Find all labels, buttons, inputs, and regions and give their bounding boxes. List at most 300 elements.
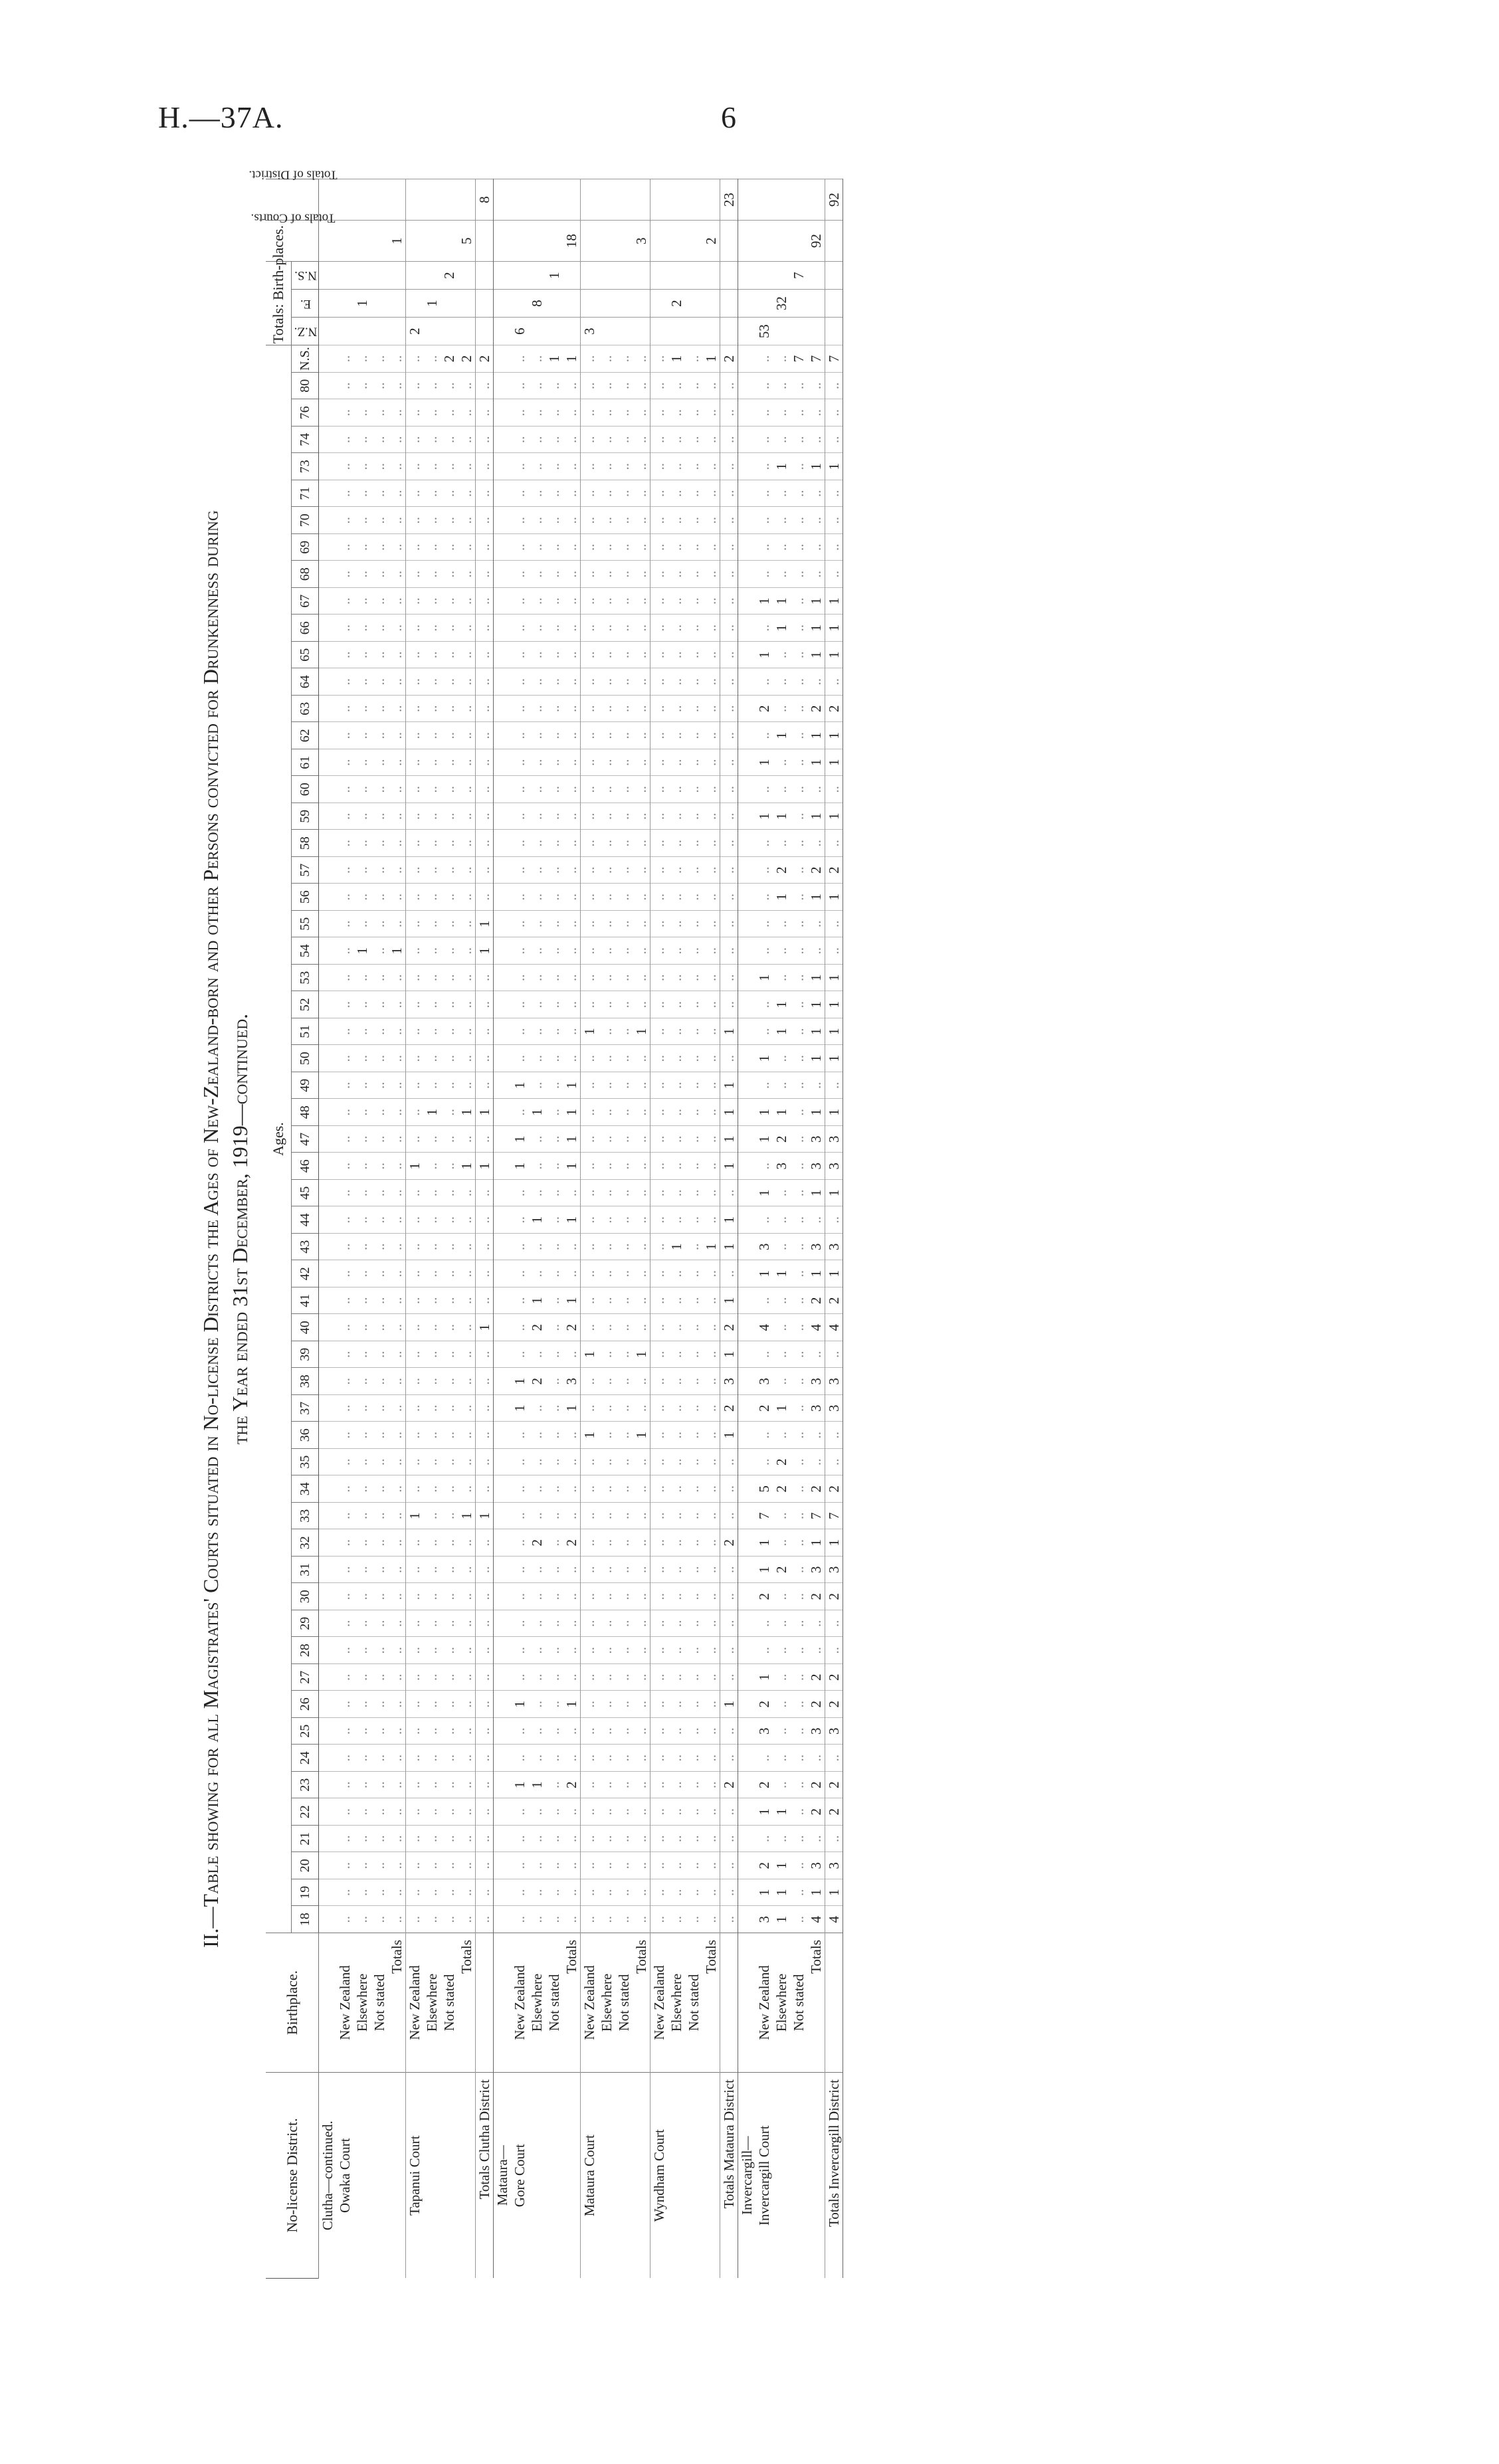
age-cell: .. bbox=[563, 507, 581, 534]
age-cell: .. bbox=[336, 1772, 353, 1799]
age-cell bbox=[319, 534, 337, 561]
age-cell: .. bbox=[668, 1341, 685, 1369]
age-cell: .. bbox=[633, 1475, 650, 1503]
age-cell: .. bbox=[563, 399, 581, 426]
age-cell: .. bbox=[511, 1234, 528, 1261]
row-district bbox=[353, 2073, 371, 2279]
table-row bbox=[615, 179, 633, 2279]
age-cell bbox=[738, 373, 756, 400]
age-cell: 2 bbox=[825, 1664, 843, 1691]
age-cell: .. bbox=[825, 1422, 843, 1449]
total-cell-td bbox=[388, 179, 406, 221]
age-cell: .. bbox=[825, 1341, 843, 1369]
age-cell: .. bbox=[388, 1637, 406, 1664]
age-cell: .. bbox=[441, 722, 458, 749]
age-cell: .. bbox=[650, 911, 668, 938]
age-cell: .. bbox=[668, 1664, 685, 1691]
age-cell: 1 bbox=[720, 1422, 738, 1449]
age-cell: .. bbox=[790, 561, 807, 588]
age-cell: .. bbox=[441, 373, 458, 400]
age-cell: .. bbox=[476, 991, 494, 1018]
age-cell: .. bbox=[336, 642, 353, 669]
age-cell: .. bbox=[388, 1557, 406, 1584]
age-cell: .. bbox=[685, 615, 702, 642]
age-cell: .. bbox=[458, 1691, 476, 1718]
age-cell: .. bbox=[563, 1422, 581, 1449]
age-cell: .. bbox=[633, 776, 650, 803]
age-cell: .. bbox=[476, 1341, 494, 1369]
age-cell: .. bbox=[441, 1045, 458, 1072]
age-cell: .. bbox=[825, 1610, 843, 1638]
total-cell-nz bbox=[353, 318, 371, 345]
age-cell: .. bbox=[807, 830, 825, 857]
age-cell: .. bbox=[702, 911, 720, 938]
age-cell bbox=[319, 884, 337, 911]
age-cell: .. bbox=[633, 991, 650, 1018]
row-birthplace: New Zealand bbox=[650, 1933, 668, 2073]
age-cell: .. bbox=[371, 1287, 388, 1315]
age-cell: .. bbox=[388, 1287, 406, 1315]
age-cell: .. bbox=[702, 1449, 720, 1476]
age-header-56: 56 bbox=[292, 884, 319, 911]
total-cell-e bbox=[511, 290, 528, 318]
age-cell: .. bbox=[790, 830, 807, 857]
age-header-74: 74 bbox=[292, 426, 319, 454]
age-cell: .. bbox=[563, 696, 581, 723]
age-cell: .. bbox=[336, 426, 353, 454]
age-cell bbox=[319, 1045, 337, 1072]
total-cell-e bbox=[633, 290, 650, 318]
age-cell: .. bbox=[441, 1691, 458, 1718]
age-cell: .. bbox=[546, 1610, 563, 1638]
age-cell: .. bbox=[388, 1664, 406, 1691]
age-cell: .. bbox=[511, 1583, 528, 1610]
age-cell: .. bbox=[598, 668, 615, 696]
age-cell: .. bbox=[528, 1475, 546, 1503]
age-cell: .. bbox=[720, 749, 738, 777]
age-cell: .. bbox=[371, 696, 388, 723]
age-cell: .. bbox=[668, 1395, 685, 1422]
age-cell: .. bbox=[388, 507, 406, 534]
age-cell: .. bbox=[423, 426, 441, 454]
age-cell bbox=[319, 1906, 337, 1933]
age-cell bbox=[494, 668, 512, 696]
age-cell: .. bbox=[598, 1610, 615, 1638]
age-cell: .. bbox=[668, 534, 685, 561]
age-cell: .. bbox=[650, 1745, 668, 1772]
age-cell: .. bbox=[406, 1180, 424, 1207]
age-cell: .. bbox=[615, 1234, 633, 1261]
age-cell: .. bbox=[685, 1287, 702, 1315]
table-row bbox=[353, 179, 371, 2279]
total-cell-td bbox=[755, 179, 773, 221]
age-header-29: 29 bbox=[292, 1610, 319, 1638]
age-cell: .. bbox=[388, 749, 406, 777]
age-cell: .. bbox=[441, 1153, 458, 1180]
age-cell: .. bbox=[650, 1826, 668, 1853]
age-cell: .. bbox=[650, 1879, 668, 1907]
age-cell: .. bbox=[336, 884, 353, 911]
age-cell: .. bbox=[458, 991, 476, 1018]
age-cell: .. bbox=[773, 1826, 790, 1853]
age-cell: 3 bbox=[755, 1906, 773, 1933]
age-header-31: 31 bbox=[292, 1557, 319, 1584]
age-cell: .. bbox=[755, 507, 773, 534]
age-cell: .. bbox=[598, 1826, 615, 1853]
header-district: No-license District. bbox=[266, 2073, 319, 2279]
age-cell: .. bbox=[546, 1637, 563, 1664]
age-cell: .. bbox=[702, 696, 720, 723]
table-row bbox=[371, 179, 388, 2279]
age-cell: .. bbox=[615, 1422, 633, 1449]
age-cell: 1 bbox=[825, 1099, 843, 1126]
age-cell: .. bbox=[773, 642, 790, 669]
age-cell: .. bbox=[388, 1852, 406, 1879]
age-cell: .. bbox=[668, 668, 685, 696]
age-cell bbox=[319, 1449, 337, 1476]
age-header-68: 68 bbox=[292, 561, 319, 588]
age-header-37: 37 bbox=[292, 1395, 319, 1422]
age-cell: .. bbox=[388, 1610, 406, 1638]
age-header-30: 30 bbox=[292, 1583, 319, 1610]
table-row bbox=[738, 179, 756, 2279]
age-cell: .. bbox=[406, 1637, 424, 1664]
age-cell: .. bbox=[633, 1287, 650, 1315]
age-cell: .. bbox=[441, 453, 458, 480]
row-district bbox=[615, 2073, 633, 2279]
age-cell: .. bbox=[406, 1718, 424, 1745]
age-cell bbox=[738, 1045, 756, 1072]
age-cell: .. bbox=[353, 507, 371, 534]
age-cell bbox=[494, 1314, 512, 1341]
age-cell: 2 bbox=[773, 1557, 790, 1584]
age-cell: .. bbox=[633, 1906, 650, 1933]
age-cell: .. bbox=[685, 937, 702, 965]
age-cell: .. bbox=[476, 1610, 494, 1638]
age-cell: .. bbox=[615, 534, 633, 561]
age-cell: .. bbox=[476, 1395, 494, 1422]
age-cell: .. bbox=[476, 776, 494, 803]
age-cell: .. bbox=[476, 696, 494, 723]
age-cell: .. bbox=[388, 830, 406, 857]
age-cell: .. bbox=[388, 453, 406, 480]
age-cell: .. bbox=[528, 373, 546, 400]
total-cell-tc: 3 bbox=[633, 221, 650, 262]
age-cell: .. bbox=[790, 696, 807, 723]
age-cell: .. bbox=[720, 534, 738, 561]
age-cell: .. bbox=[650, 399, 668, 426]
age-cell bbox=[494, 1798, 512, 1826]
age-cell: .. bbox=[528, 749, 546, 777]
age-cell: 2 bbox=[441, 345, 458, 373]
age-cell: .. bbox=[720, 1045, 738, 1072]
total-cell-ns: 7 bbox=[790, 262, 807, 290]
age-cell: .. bbox=[633, 1691, 650, 1718]
total-cell-e: 2 bbox=[668, 290, 685, 318]
age-cell: .. bbox=[790, 1475, 807, 1503]
age-cell: .. bbox=[581, 830, 599, 857]
age-cell: .. bbox=[511, 1018, 528, 1046]
age-cell: .. bbox=[720, 1826, 738, 1853]
age-cell: .. bbox=[336, 1422, 353, 1449]
age-cell: .. bbox=[668, 1852, 685, 1879]
age-cell: .. bbox=[528, 1691, 546, 1718]
age-header-65: 65 bbox=[292, 642, 319, 669]
age-cell: 1 bbox=[581, 1422, 599, 1449]
age-cell: .. bbox=[581, 857, 599, 884]
age-cell: .. bbox=[546, 1206, 563, 1234]
age-cell bbox=[319, 1126, 337, 1153]
age-cell: .. bbox=[458, 1449, 476, 1476]
age-cell: .. bbox=[546, 1691, 563, 1718]
age-cell bbox=[738, 399, 756, 426]
total-cell-tc bbox=[476, 221, 494, 262]
age-cell: .. bbox=[423, 1772, 441, 1799]
table-row bbox=[336, 179, 353, 2279]
age-cell: 3 bbox=[825, 1852, 843, 1879]
age-cell bbox=[738, 803, 756, 830]
age-cell: .. bbox=[668, 991, 685, 1018]
age-cell bbox=[738, 642, 756, 669]
age-header-28: 28 bbox=[292, 1637, 319, 1664]
age-cell: .. bbox=[720, 1475, 738, 1503]
age-cell: .. bbox=[773, 1314, 790, 1341]
age-cell: .. bbox=[598, 373, 615, 400]
age-cell: 3 bbox=[825, 1126, 843, 1153]
age-cell: .. bbox=[720, 1260, 738, 1287]
age-header-25: 25 bbox=[292, 1718, 319, 1745]
age-cell: .. bbox=[458, 749, 476, 777]
age-cell: .. bbox=[353, 1314, 371, 1341]
total-cell-nz bbox=[598, 318, 615, 345]
age-cell: .. bbox=[476, 1180, 494, 1207]
age-cell: .. bbox=[563, 1637, 581, 1664]
row-birthplace: Not stated bbox=[685, 1933, 702, 2073]
age-header-19: 19 bbox=[292, 1879, 319, 1907]
age-cell bbox=[738, 615, 756, 642]
age-cell: .. bbox=[773, 1287, 790, 1315]
age-cell: .. bbox=[388, 1718, 406, 1745]
age-cell: .. bbox=[685, 1718, 702, 1745]
age-cell: 1 bbox=[702, 1234, 720, 1261]
total-cell-td bbox=[598, 179, 615, 221]
age-cell: .. bbox=[546, 399, 563, 426]
age-cell: .. bbox=[511, 1503, 528, 1530]
age-cell: 1 bbox=[755, 588, 773, 615]
age-cell: .. bbox=[458, 857, 476, 884]
age-cell: .. bbox=[598, 1395, 615, 1422]
age-cell: .. bbox=[755, 561, 773, 588]
age-cell: .. bbox=[406, 1772, 424, 1799]
age-cell: 1 bbox=[773, 1879, 790, 1907]
age-cell bbox=[494, 373, 512, 400]
age-cell: .. bbox=[825, 830, 843, 857]
age-header-47: 47 bbox=[292, 1126, 319, 1153]
age-cell bbox=[494, 1557, 512, 1584]
header-ages: Ages. bbox=[266, 345, 292, 1933]
age-cell: .. bbox=[388, 1072, 406, 1099]
age-cell: .. bbox=[336, 830, 353, 857]
age-cell: .. bbox=[388, 615, 406, 642]
age-cell: 2 bbox=[720, 1529, 738, 1557]
age-cell: 1 bbox=[528, 1206, 546, 1234]
age-cell: 1 bbox=[807, 615, 825, 642]
age-cell: .. bbox=[441, 991, 458, 1018]
total-cell-tc bbox=[773, 221, 790, 262]
age-cell: .. bbox=[720, 615, 738, 642]
age-cell: .. bbox=[441, 884, 458, 911]
row-birthplace bbox=[476, 1933, 494, 2073]
age-cell: .. bbox=[511, 1798, 528, 1826]
total-cell-ns bbox=[755, 262, 773, 290]
age-cell: 1 bbox=[720, 1126, 738, 1153]
row-district: Tapanui Court bbox=[406, 2073, 424, 2279]
age-cell: .. bbox=[353, 965, 371, 992]
age-cell: .. bbox=[633, 937, 650, 965]
age-cell: .. bbox=[353, 1287, 371, 1315]
age-cell: .. bbox=[668, 1018, 685, 1046]
total-cell-tc bbox=[738, 221, 756, 262]
total-cell-tc bbox=[511, 221, 528, 262]
age-cell: .. bbox=[685, 1260, 702, 1287]
age-cell: .. bbox=[702, 588, 720, 615]
table-row bbox=[581, 179, 599, 2279]
age-cell: .. bbox=[790, 426, 807, 454]
age-cell: .. bbox=[633, 345, 650, 373]
age-cell bbox=[494, 1610, 512, 1638]
age-cell: .. bbox=[825, 399, 843, 426]
total-cell-ns bbox=[720, 262, 738, 290]
age-cell bbox=[738, 453, 756, 480]
age-cell: .. bbox=[598, 561, 615, 588]
age-header-51: 51 bbox=[292, 1018, 319, 1046]
age-cell: .. bbox=[371, 884, 388, 911]
age-cell: .. bbox=[353, 1341, 371, 1369]
age-cell: .. bbox=[353, 722, 371, 749]
age-cell: .. bbox=[423, 803, 441, 830]
age-cell: .. bbox=[581, 1449, 599, 1476]
age-cell: 1 bbox=[773, 1018, 790, 1046]
age-cell: .. bbox=[563, 1475, 581, 1503]
row-district bbox=[441, 2073, 458, 2279]
row-birthplace: Totals bbox=[458, 1933, 476, 2073]
age-cell: 2 bbox=[807, 696, 825, 723]
age-cell: 1 bbox=[702, 345, 720, 373]
age-cell: .. bbox=[720, 642, 738, 669]
age-cell: .. bbox=[406, 857, 424, 884]
age-cell: .. bbox=[423, 991, 441, 1018]
age-cell: .. bbox=[458, 373, 476, 400]
age-cell: .. bbox=[546, 1045, 563, 1072]
age-cell: .. bbox=[773, 1072, 790, 1099]
age-cell: .. bbox=[441, 1260, 458, 1287]
age-cell: .. bbox=[720, 1610, 738, 1638]
age-cell: .. bbox=[650, 642, 668, 669]
age-cell: .. bbox=[615, 1018, 633, 1046]
total-cell-ns: 2 bbox=[441, 262, 458, 290]
total-cell-e: 32 bbox=[773, 290, 790, 318]
age-cell: .. bbox=[598, 991, 615, 1018]
age-cell: 1 bbox=[807, 722, 825, 749]
age-cell: .. bbox=[423, 1691, 441, 1718]
age-cell: .. bbox=[685, 1072, 702, 1099]
age-cell: .. bbox=[598, 1045, 615, 1072]
age-cell: .. bbox=[598, 1664, 615, 1691]
age-cell: .. bbox=[650, 857, 668, 884]
age-cell: .. bbox=[598, 1422, 615, 1449]
total-cell-ns bbox=[598, 262, 615, 290]
age-cell: .. bbox=[755, 668, 773, 696]
age-cell: 2 bbox=[563, 1529, 581, 1557]
age-cell: .. bbox=[528, 965, 546, 992]
total-cell-nz: 2 bbox=[406, 318, 424, 345]
age-cell: .. bbox=[546, 588, 563, 615]
age-cell: .. bbox=[423, 1018, 441, 1046]
age-cell: .. bbox=[511, 749, 528, 777]
total-cell-tc bbox=[668, 221, 685, 262]
total-cell-e bbox=[755, 290, 773, 318]
age-cell: .. bbox=[458, 1798, 476, 1826]
header-e: E. bbox=[292, 290, 319, 318]
age-cell: .. bbox=[702, 1772, 720, 1799]
age-cell: .. bbox=[476, 1449, 494, 1476]
age-cell: .. bbox=[458, 1180, 476, 1207]
total-cell-tc bbox=[720, 221, 738, 262]
total-cell-nz bbox=[494, 318, 512, 345]
age-cell: .. bbox=[546, 1529, 563, 1557]
age-cell: .. bbox=[773, 1637, 790, 1664]
age-cell: .. bbox=[371, 1852, 388, 1879]
age-cell: 2 bbox=[807, 1583, 825, 1610]
age-cell: .. bbox=[581, 1610, 599, 1638]
age-cell: .. bbox=[528, 830, 546, 857]
age-cell bbox=[494, 1045, 512, 1072]
age-cell: .. bbox=[598, 722, 615, 749]
age-cell: .. bbox=[511, 1610, 528, 1638]
age-cell: .. bbox=[423, 1395, 441, 1422]
age-cell: .. bbox=[790, 1395, 807, 1422]
age-cell: .. bbox=[668, 1475, 685, 1503]
age-cell: .. bbox=[441, 749, 458, 777]
age-cell bbox=[494, 399, 512, 426]
age-cell: .. bbox=[406, 1879, 424, 1907]
age-cell: .. bbox=[702, 1691, 720, 1718]
age-cell: .. bbox=[458, 426, 476, 454]
age-cell: .. bbox=[773, 534, 790, 561]
age-cell: 1 bbox=[825, 1018, 843, 1046]
age-cell: .. bbox=[336, 561, 353, 588]
age-cell: .. bbox=[668, 1287, 685, 1315]
age-cell: .. bbox=[546, 965, 563, 992]
total-cell-tc bbox=[650, 221, 668, 262]
age-cell: .. bbox=[528, 1637, 546, 1664]
age-cell: .. bbox=[650, 1260, 668, 1287]
age-cell bbox=[738, 1422, 756, 1449]
age-cell: .. bbox=[476, 668, 494, 696]
age-cell: .. bbox=[546, 1718, 563, 1745]
age-cell: .. bbox=[650, 1180, 668, 1207]
age-cell: .. bbox=[790, 1045, 807, 1072]
age-cell: .. bbox=[650, 965, 668, 992]
age-cell: .. bbox=[685, 803, 702, 830]
age-cell: .. bbox=[598, 1341, 615, 1369]
age-cell: .. bbox=[773, 1368, 790, 1395]
age-header-40: 40 bbox=[292, 1314, 319, 1341]
age-cell: .. bbox=[528, 1045, 546, 1072]
age-cell: .. bbox=[528, 1395, 546, 1422]
age-cell: .. bbox=[388, 1529, 406, 1557]
total-cell-td bbox=[563, 179, 581, 221]
